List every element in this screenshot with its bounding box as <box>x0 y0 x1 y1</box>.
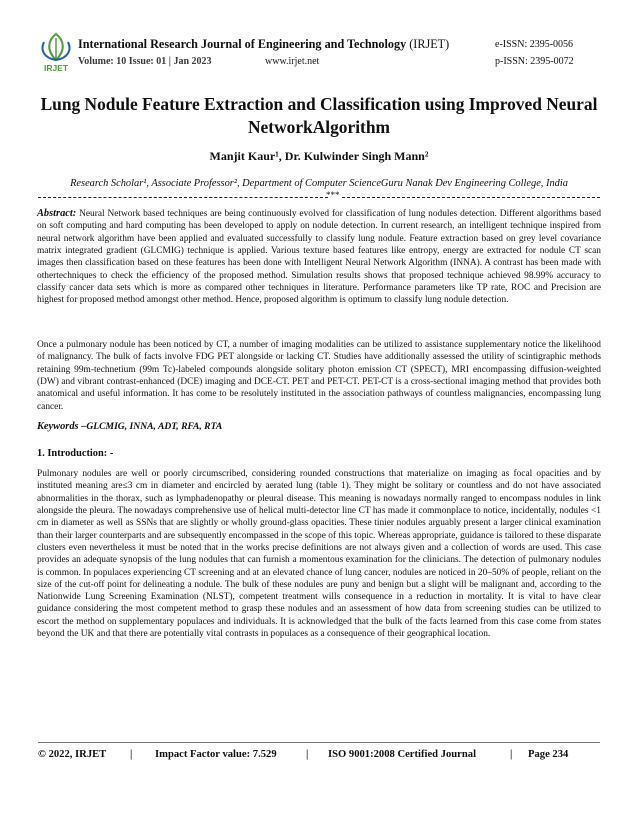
footer-divider: | <box>510 749 513 760</box>
irjet-logo <box>38 30 74 74</box>
footer-copyright: © 2022, IRJET <box>38 749 107 760</box>
page-footer <box>38 749 600 763</box>
abstract-paragraph-2: Once a pulmonary nodule has been noticed by CT, a number of imaging modalities can be utilized to assistance supplementary notice the likelihood of malignancy. The bulk of facts involve FDG PET alongside or lacking CT. Studies have additionally assessed the utility of scintigraphic methods retaining 99m-technetium (99m Tc)-labeled compounds alongside solitary photon emission CT (SPECT), MRI encompassing diffusion-weighted (DW) and vibrant contrast-enhanced (DCE) imaging and DCE-CT. PET and PET-CT. PET-CT is a cross-sectional imaging method that provides both anatomical and useful information. It has come to be resolutely instituted in the association pathways of countless malignancies, encompassing lung cancer. <box>37 340 601 412</box>
journal-website: www.irjet.net <box>265 56 320 67</box>
footer-page-number: Page 234 <box>528 749 569 760</box>
abstract <box>37 208 601 307</box>
separator-dash-right <box>342 197 600 198</box>
journal-header <box>38 28 602 78</box>
e-issn: e-ISSN: 2395-0056 <box>495 39 574 50</box>
abstract-text: Neural Network based techniques are being continuously evolved for classification of lung nodules detection. Different algorithms based on soft computing and hard computing has been developed to apply on nodule detection. In current research, an intelligent technique inspired from neural network algorithm have been applied and evaluated successfully to classify lung nodule. Feature extraction based on grey level covariance matrix integrated gradient (GLCMIG) technique is applied. Various texture based features like entropy, energy are extracted for nodule CT scan images then classification based on these features has been done with Intelligent Neural Network Algorithm (INNA). A contrast has been made with othertechniques to check the efficiency of the proposed method. Simulation results shows that proposed technique achieved 98.99% accuracy to classify cancer data sets which is more as compared other techniques in literature. Performance parameters like TP rate, ROC and Precision are highest for proposed method amongst other method. Hence, proposed algorithm is optimum to classify lung nodule detection. <box>37 209 602 306</box>
p-issn: p-ISSN: 2395-0072 <box>495 56 574 67</box>
journal-full-name: International Research Journal of Engineering and Technology <box>78 37 407 51</box>
keywords <box>37 421 222 432</box>
separator-stars: *** <box>326 190 340 200</box>
separator-dash-left <box>38 197 328 198</box>
paper-authors: Manjit Kaur¹, Dr. Kulwinder Singh Mann² <box>209 149 429 163</box>
introduction-heading: 1. Introduction: - <box>37 448 114 459</box>
journal-name <box>78 37 449 52</box>
journal-abbreviation: (IRJET) <box>409 37 450 51</box>
keywords-list: GLCMIG, INNA, ADT, RFA, RTA <box>86 421 223 432</box>
keywords-label: Keywords – <box>37 421 87 432</box>
logo-text: IRJET <box>43 63 69 73</box>
footer-rule <box>38 742 600 743</box>
introduction-text: Pulmonary nodules are well or poorly circumscribed, considering rounded constructions that materialize on imaging as focal opacities and by instituted meaning are≤3 cm in diameter and encircled by aerated lung (table 1). They might be solitary or countless and do not have associated abnormalities in the thorax, such as lymphadenopathy or pleural disease. This meaning is nowadays normally ranged to encompass nodules in link alongside the pleura. The nowadays comprehensive use of helical multi-detector line CT has made it commonplace to notice, incidentally, nodules <1 cm in diameter as well as SSNs that are slightly or wholly ground-glass opacities. These tinier nodules arguably present a larger clinical examination than their larger counterparts and are subsequently encompassed in the scope of this topic. Whereas appropriate, guidance is tailored to these disparate clusters even nevertheless it must be noted that in the works precise definitions are not always given and a collection of words are used. This case provides an adequate synopsis of the lung nodules that can furnish a momentous examination for the clinicians. The detection of pulmonary nodules is common. In populaces experiencing CT screening and at an elevated chance of lung cancer, nodules are noticed in 20–50% of people, reliant on the size of the cut-off point for delineating a nodule. The bulk of these nodules are puny and benign but a slight will be malignant and, according to the Nationwide Lung Screening Examination (NLST), competent treatment wills consequence in a reduction in mortality. It is vital to have clear guidance considering the most competent method to grasp these nodules and an assessment of how data from screening studies can be utilized to escort the method on supplementary populaces and individuals. It is acknowledged that the bulk of the facts learned from this case come from states beyond the UK and that there are potentially vital contrasts in populaces as a consequence of their geographical location. <box>37 469 601 640</box>
author-affiliation: Research Scholar¹, Associate Professor², Department of Computer ScienceGuru Nanak Dev Engineering College, India <box>70 178 568 189</box>
footer-divider: | <box>130 749 133 760</box>
section-separator <box>38 191 600 203</box>
volume-issue: Volume: 10 Issue: 01 | Jan 2023 <box>78 56 212 67</box>
abstract-label: Abstract: <box>37 208 77 219</box>
footer-divider: | <box>306 749 309 760</box>
footer-iso: ISO 9001:2008 Certified Journal <box>328 749 477 760</box>
paper-title: Lung Nodule Feature Extraction and Classification using Improved Neural NetworkAlgorithm <box>40 94 598 137</box>
footer-impact-factor: Impact Factor value: 7.529 <box>155 749 277 760</box>
